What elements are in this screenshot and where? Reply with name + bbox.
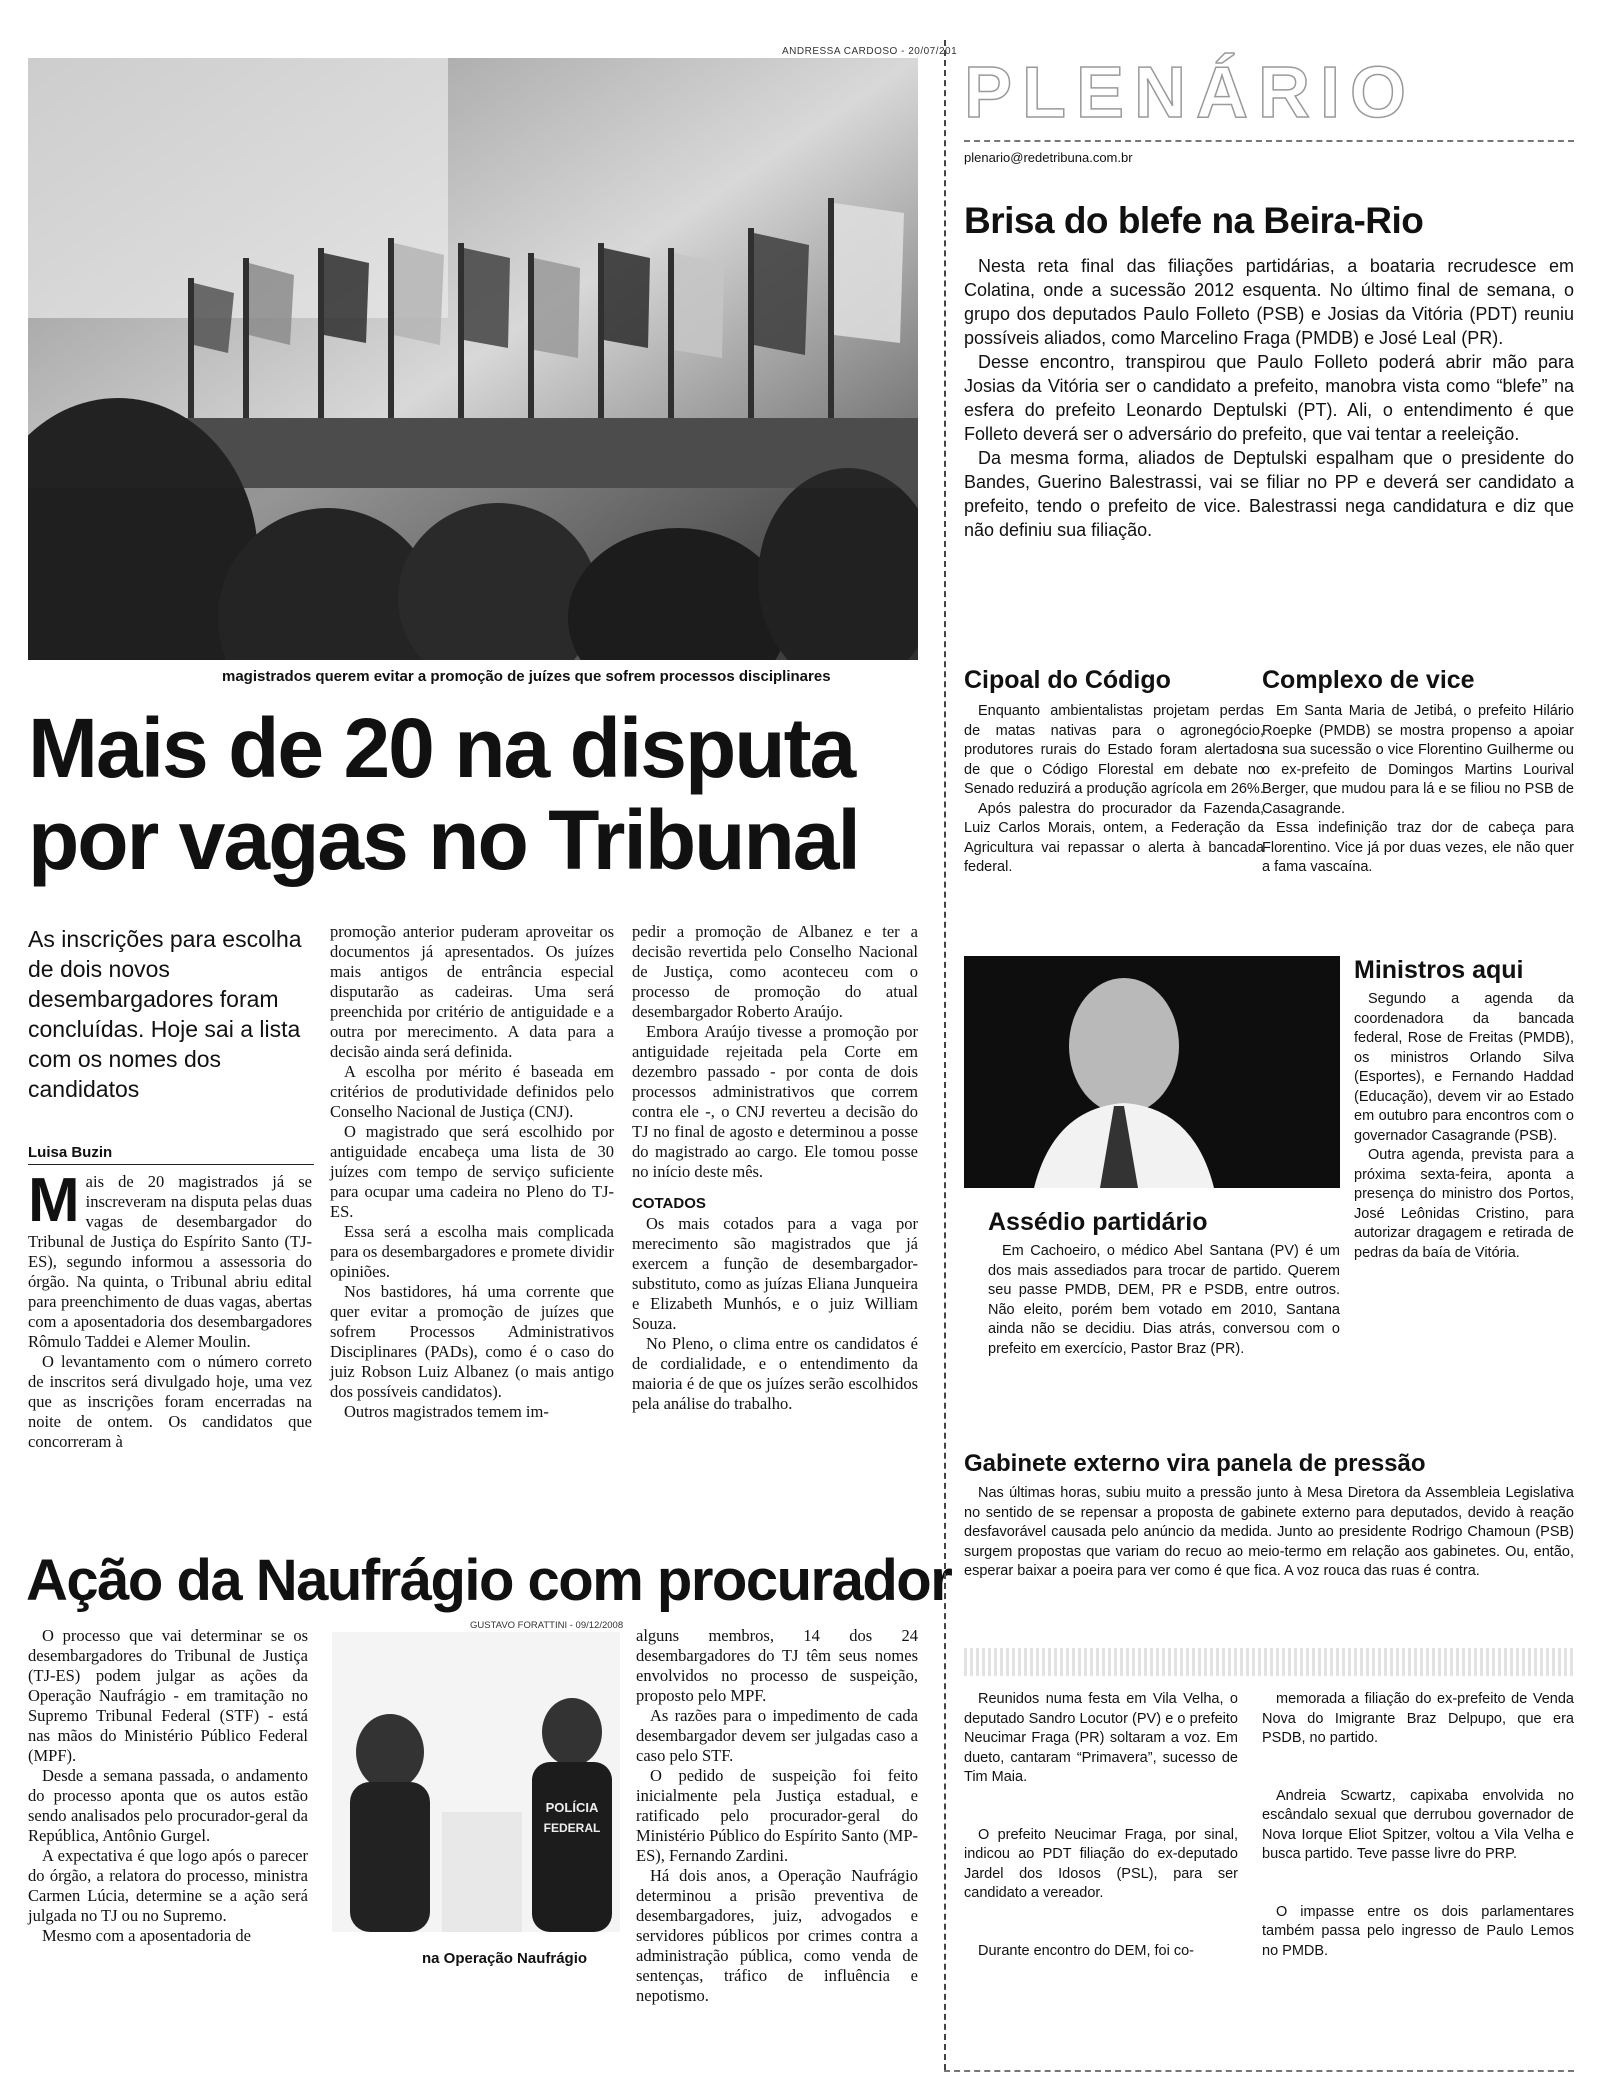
main-story-column-3 (632, 922, 918, 1414)
paragraph: Os mais cotados para a vaga por merecimento são magistrados que já exercem a função de desembargador-substituto, como as juízas Eliana Junqueira e Elizabeth Munhós, e o juiz William Souza. (632, 1214, 918, 1333)
column-divider (944, 40, 946, 2070)
assedio-column (988, 1242, 1340, 1359)
byline: Luisa Buzin (28, 1144, 113, 1161)
paragraph: Embora Araújo tivesse a promoção por antiguidade rejeitada pela Corte em dezembro passado - por conta de dois processos administrativos que correm contra ele -, o CNJ reverteu a decisão do TJ no final de agosto e determinou a posse do magistrado ao cargo. Ele tomou posse no início deste mês. (632, 1022, 918, 1181)
paragraph: Essa será a escolha mais complicada para os desembargadores e promete dividir opiniões. (330, 1222, 614, 1281)
gabinete-column (964, 1484, 1574, 1582)
paragraph: Durante encontro do DEM, foi co- (978, 1942, 1194, 1959)
photo-caption: magistrados querem evitar a promoção de juízes que sofrem processos disciplinares (222, 668, 831, 685)
paragraph: Desde a semana passada, o andamento do processo aponta que os autos estão sendo analisados pelo procurador-geral da República, Antônio Gurgel. (28, 1766, 308, 1845)
gabinete-headline: Gabinete externo vira panela de pressão (964, 1450, 1426, 1477)
cipoal-column (964, 702, 1264, 878)
paragraph: A expectativa é que logo após o parecer do órgão, a relatora do processo, ministra Carmen Lúcia, determine se a ação será julgada no TJ ou no Supremo. (28, 1846, 308, 1925)
section-masthead: PLENÁRIO (964, 53, 1417, 133)
paragraph: Em Santa Maria de Jetibá, o prefeito Hilário Roepke (PMDB) se mostra propenso a apoiar na sua sucessão o vice Florentino Guilherme ou o ex-prefeito de Domingos Martins Lourival Berger, que mudou para lá e se filiou no PSB de Casagrande. (1262, 703, 1574, 817)
complexo-column (1262, 702, 1574, 878)
paragraph: Em Cachoeiro, o médico Abel Santana (PV) é um dos mais assediados para trocar de partido. Querem seu passe PMDB, DEM, PR e PSDB, entre outros. Não eleito, porém bem votado em 2010, Santana ainda não se decidiu. Dias atrás, conversou com o prefeito em exercício, Pastor Braz (PR). (988, 1243, 1340, 1357)
police-operation-photo (332, 1632, 620, 1932)
paragraph: alguns membros, 14 dos 24 desembargadores do TJ têm seus nomes envolvidos no processo de suspeição, proposto pelo MPF. (636, 1626, 918, 1705)
faded-section-header (964, 1648, 1574, 1676)
photo-caption-2: na Operação Naufrágio (422, 1950, 588, 1967)
portrait-illustration (964, 956, 1340, 1188)
section-email: plenario@redetribuna.com.br (964, 150, 1133, 165)
photo-credit: ANDRESSA CARDOSO - 20/07/201 (782, 46, 958, 57)
paragraph: O prefeito Neucimar Fraga, por sinal, indicou ao PDT filiação do ex-deputado Jardel dos Idosos (PSL), para ser candidato a vereador. (964, 1826, 1238, 1901)
paragraph: ais de 20 magistrados já se inscreveram na disputa pelas duas vagas de desembargador do Tribunal de Justiça do Espírito Santo (TJ-ES), segundo informou a assessoria do órgão. Na quinta, o Tribunal abriu edital para preenchimento de duas vagas, abertas com a aposentadoria dos desembargadores Rômulo Taddei e Alemer Moulin. (28, 1172, 312, 1351)
paragraph: pedir a promoção de Albanez e ter a decisão revertida pelo Conselho Nacional de Justiça, como aconteceu com o processo de promoção do atual desembargador Roberto Araújo. (632, 922, 918, 1021)
headline-line-1: Mais de 20 na disputa (28, 701, 855, 795)
vest-text-2: FEDERAL (543, 1821, 601, 1835)
bottom-column-1 (964, 1690, 1238, 1961)
paragraph: Segundo a agenda da coordenadora da bancada federal, Rose de Freitas (PMDB), os ministros Orlando Silva (Esportes), e Fernando Haddad (Educação), devem vir ao Estado em outubro para encontros com o governador Casagrande (PSB). (1354, 991, 1574, 1144)
paragraph: O pedido de suspeição foi feito inicialmente pela Justiça estadual, e ratificado pelo procurador-geral do Ministério Público do Espírito Santo (MP-ES), Fernando Zardini. (636, 1766, 918, 1865)
ministros-column (1354, 990, 1574, 1263)
paragraph: Desse encontro, transpirou que Paulo Folleto poderá abrir mão para Josias da Vitória ser o candidato a prefeito, manobra vista como “blefe” na esfera do prefeito Leonardo Deptulski (PT). Ali, o entendimento é que Folleto deverá ser o adversário do prefeito, que vai tentar a reeleição. (964, 352, 1574, 444)
paragraph: O magistrado que será escolhido por antiguidade encabeça uma lista de 30 juízes com tempo de serviço suficiente para ocupar uma cadeira no Pleno do TJ-ES. (330, 1122, 614, 1221)
paragraph: Da mesma forma, aliados de Deptulski espalham que o presidente do Bandes, Guerino Balestrassi, vai se filiar no PP e deverá ser candidato a prefeito, tendo o prefeito de vice. Balestrassi nega candidatura e diz que não definiu sua filiação. (964, 448, 1574, 540)
bottom-column-2 (1262, 1690, 1574, 1961)
paragraph: Após palestra do procurador da Fazenda, Luiz Carlos Morais, ontem, a Federação da Agricultura vai repassar o alerta à bancada federal. (964, 800, 1264, 875)
vest-text-1: POLÍCIA (545, 1800, 599, 1815)
drop-cap: M (28, 1166, 80, 1235)
paragraph: Outra agenda, prevista para a próxima sexta-feira, aponta a presença do ministro dos Portos, José Leônidas Cristino, para autorizar dragagem e retirada de pedras da baía de Vitória. (1354, 1147, 1574, 1261)
main-story-column-1 (28, 1166, 312, 1452)
paragraph: Essa indefinição traz dor de cabeça para Florentino. Vice já por duas vezes, ele não quer a fama vascaína. (1262, 820, 1574, 875)
portrait-photo (964, 956, 1340, 1188)
lead-column (964, 254, 1574, 542)
paragraph: memorada a filiação do ex-prefeito de Venda Nova do Imigrante Braz Delpupo, que era PSDB, no partido. (1262, 1691, 1574, 1746)
paragraph: Há dois anos, a Operação Naufrágio determinou a prisão preventiva de desembargadores, juiz, advogados e servidores públicos por crimes contra a administração pública, como venda de sentenças, tráfico de influência e nepotismo. (636, 1866, 918, 2005)
main-story-column-2 (330, 922, 614, 1422)
paragraph: Nas últimas horas, subiu muito a pressão junto à Mesa Diretora da Assembleia Legislativa no sentido de se repensar a proposta de gabinete externo para deputados, devido à reação desfavorável causada pelo anúncio da medida. Junto ao presidente Rodrigo Chamoun (PSB) surgem propostas que variam do recuo ao meio-termo em relação aos gabinetes. Ou, então, esperar baixar a poeira para ver como é que fica. A voz rouca das ruas é contra. (964, 1485, 1574, 1579)
paragraph: Nos bastidores, há uma corrente que quer evitar a promoção de juízes que sofrem Processos Administrativos Disciplinares (PADs), como é o caso do juiz Robson Luiz Albanez (o mais antigo dos possíveis candidatos). (330, 1282, 614, 1401)
cipoal-headline: Cipoal do Código (964, 666, 1171, 694)
tribunal-session-photo (28, 58, 918, 660)
ministros-headline: Ministros aqui (1354, 956, 1524, 984)
paragraph: A escolha por mérito é baseada em critérios de produtividade definidos pelo Conselho Nacional de Justiça (CNJ). (330, 1062, 614, 1121)
lead-headline: Brisa do blefe na Beira-Rio (964, 200, 1424, 241)
assedio-headline: Assédio partidário (988, 1208, 1208, 1236)
second-story-column-2 (636, 1626, 918, 2006)
masthead-rule (964, 140, 1574, 142)
paragraph: O impasse entre os dois parlamentares também passa pelo ingresso de Paulo Lemos no PMDB. (1262, 1903, 1574, 1959)
paragraph: No Pleno, o clima entre os candidatos é de cordialidade, e o entendimento da maioria é de que os juízes serão escolhidos pela análise do trabalho. (632, 1334, 918, 1413)
photo-illustration (28, 58, 918, 660)
byline-rule (28, 1164, 314, 1165)
paragraph: O processo que vai determinar se os desembargadores do Tribunal de Justiça (TJ-ES) podem julgar as ações da Operação Naufrágio - em tramitação no Supremo Tribunal Federal (STF) - está nas mãos do Ministério Público Federal (MPF). (28, 1626, 308, 1765)
second-story-column-1 (28, 1626, 308, 1946)
headline-line-2: por vagas no Tribunal (28, 793, 859, 887)
photo-credit-2: GUSTAVO FORATTINI - 09/12/2008 (470, 1620, 624, 1631)
paragraph: As razões para o impedimento de cada desembargador devem ser julgadas caso a caso pelo STF. (636, 1706, 918, 1765)
photo-illustration-2 (332, 1632, 620, 1932)
second-headline: Ação da Naufrágio com procurador (26, 1548, 952, 1613)
paragraph: Andreia Scwartz, capixaba envolvida no escândalo sexual que derrubou governador de Nova Iorque Eliot Spitzer, voltou a Vila Velha e busca partido. Teve passe livre do PRP. (1262, 1787, 1574, 1862)
paragraph: Mesmo com a aposentadoria de (42, 1926, 251, 1945)
paragraph: Enquanto ambientalistas projetam perdas de matas nativas para o agronegócio, produtores rurais do Estado foram alertados de que o Código Florestal em debate no Senado reduzirá a produção agrícola em 26%. (964, 703, 1264, 797)
paragraph: Outros magistrados temem im- (344, 1402, 549, 1421)
complexo-headline: Complexo de vice (1262, 666, 1475, 694)
main-headline (28, 702, 928, 886)
subhead-cotados: COTADOS (632, 1195, 706, 1212)
bottom-rule (944, 2070, 1574, 2072)
paragraph: O levantamento com o número correto de inscritos será divulgado hoje, uma vez que as inscrições foram encerradas na noite de ontem. Os candidatos que concorreram à (28, 1352, 312, 1451)
paragraph: Nesta reta final das filiações partidárias, a boataria recrudesce em Colatina, onde a sucessão 2012 esquenta. No último final de semana, o grupo dos deputados Paulo Folleto (PSB) e Josias da Vitória (PDT) reuniu possíveis aliados, como Marcelino Fraga (PMDB) e José Leal (PR). (964, 256, 1574, 348)
paragraph: Reunidos numa festa em Vila Velha, o deputado Sandro Locutor (PV) e o prefeito Neucimar Fraga (PR) soltaram a voz. Em dueto, cantaram “Primavera”, sucesso de Tim Maia. (964, 1691, 1238, 1785)
paragraph: promoção anterior puderam aproveitar os documentos já apresentados. Os juízes mais antigos de entrância especial disputarão as cadeiras. Uma será preenchida por critério de antiguidade e a outra por merecimento. A data para a decisão ainda será definida. (330, 922, 614, 1061)
story-deck: As inscrições para escolha de dois novos desembargadores foram concluídas. Hoje sai a lista com os nomes dos candidatos (28, 926, 302, 1102)
